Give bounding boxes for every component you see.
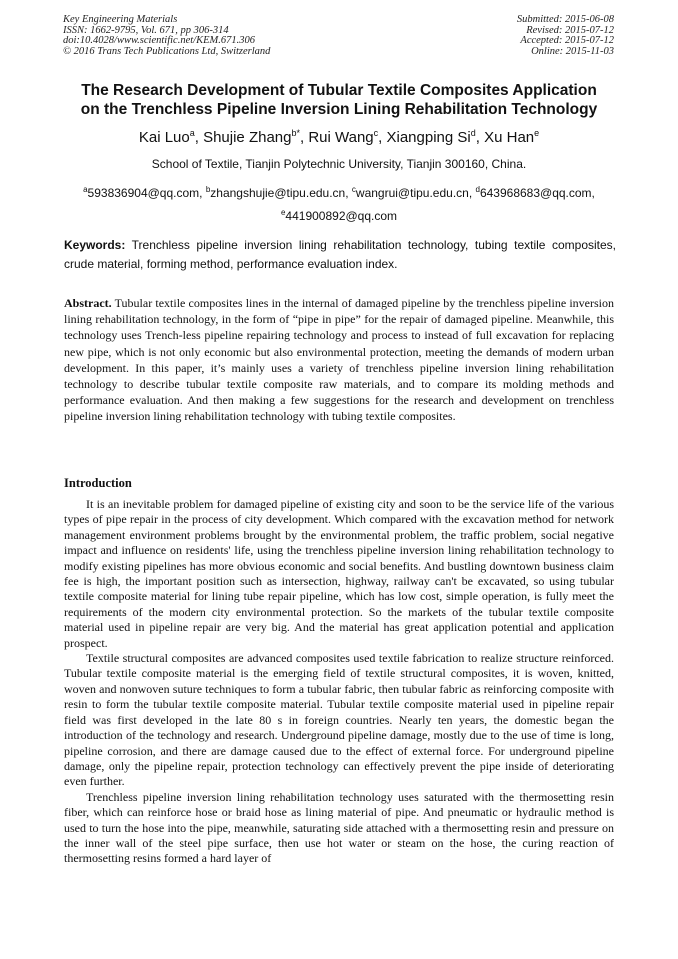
author-superscript: e [534, 128, 540, 138]
keywords-text: Trenchless pipeline inversion lining rehabilitation technology, tubing textile composites, crude material, forming method, performance evaluation index. [64, 238, 616, 271]
journal-issn: ISSN: 1662-9795, Vol. 671, pp 306-314 [63, 24, 229, 36]
email-marker-a: a [83, 185, 88, 194]
author-list [30, 128, 648, 146]
author-separator: , [475, 129, 485, 146]
email-line-1 [30, 180, 648, 203]
affiliation: School of Textile, Tianjin Polytechnic University, Tianjin 300160, China. [151, 157, 527, 171]
section-heading-introduction: Introduction [64, 476, 132, 490]
journal-info [63, 15, 270, 57]
email-marker-c: c [351, 185, 356, 194]
abstract-text: Tubular textile composites lines in the internal of damaged pipeline by the trenchless pipeline inversion lining rehabilitation technology, in the form of “pipe in pipe” for the repair of damaged pipeline. Meanwhile, this technology uses Trench-less pipeline repairing technology and process to instead of full excavation for replacing new pipe, which is not only economic but also environmental protection, meeting the demands of modern urban development. In this paper, it’s mainly uses a variety of trenchless pipeline inversion lining rehabilitation technology to describe tubular textile composite raw materials, and to compare its molding methods and performance evaluation. And then making a few suggestions for the research and development on trenchless pipeline inversion lining rehabilitation technology with tubing textile composites. [64, 296, 614, 424]
journal-doi: doi:10.4028/www.scientific.net/KEM.671.306 [63, 35, 255, 47]
author-name: Xiangping Si [386, 129, 471, 146]
email-c: wangrui@tipu.edu.cn, [355, 186, 473, 200]
email-b: zhangshujie@tipu.edu.cn, [210, 186, 349, 200]
email-a: 593836904@qq.com, [87, 186, 203, 200]
email-marker-b: b [205, 185, 211, 194]
email-d: 643968683@qq.com, [479, 186, 595, 200]
author-name: Shujie Zhang [203, 129, 292, 146]
journal-copyright: © 2016 Trans Tech Publications Ltd, Switzerland [63, 45, 271, 57]
author-name: Rui Wang [308, 129, 374, 146]
keywords [64, 236, 616, 273]
author-emails [30, 180, 648, 226]
date-online: Online: 2015-11-03 [531, 45, 614, 57]
author-superscript: b* [291, 128, 300, 138]
author-separator: , [300, 129, 309, 146]
date-accepted: Accepted: 2015-07-12 [520, 35, 614, 47]
author-superscript: d [470, 128, 476, 138]
date-submitted: Submitted: 2015-06-08 [516, 14, 614, 25]
introduction-body [64, 497, 614, 867]
paper-title-line-1: The Research Development of Tubular Textile Composites Application [81, 82, 597, 99]
paper-title-line-2: on the Trenchless Pipeline Inversion Lining Rehabilitation Technology [80, 101, 598, 118]
email-line-2 [30, 203, 648, 226]
email-e: 441900892@qq.com [285, 209, 398, 223]
paragraph: It is an inevitable problem for damaged pipeline of existing city and soon to be the service life of the various types of pipe repair in the process of city development. Which compared with the excavation method for network management environment problems brought by the environmental problem, the traffic problem, social negative impact and influence on residents' life, using the trenchless pipeline inversion lining rehabilitation technology to modify existing pipelines has more obvious economic and social benefits. And bustling downtown business claim fee is high, the important position such as intersection, highway, railway can't be excavated, so using tubular textile composite material for lining tube repair pipeline, which has low cost, simple operation, is fully meet the requirements of the modern city environmental protection. So the markets of the tubular textile composite material used in pipeline repair are very big. And the material has great application potential and application prospect. [64, 497, 614, 650]
email-marker-d: d [475, 185, 480, 194]
author-separator: , [194, 129, 204, 146]
abstract [64, 295, 614, 425]
paper-title [40, 81, 638, 119]
paragraph: Trenchless pipeline inversion lining rehabilitation technology uses saturated with the thermosetting resin fiber, which can reinforce hose or braid hose as lining material of pipe. And pneumatic or hydraulic method is used to turn the hose into the pipe, meanwhile, saturating side attached with a thermosetting resin and pressure on the inner wall of the steel pipe surface, then use hot water or steam on the hose, the curing reaction of thermosetting resins formed a hard layer of [64, 789, 614, 866]
journal-name: Key Engineering Materials [63, 14, 178, 25]
date-revised: Revised: 2015-07-12 [526, 24, 614, 36]
paragraph: Textile structural composites are advanced composites used textile fabrication to realize structure reinforced. Tubular textile composite material is the emerging field of textile structural composites, it is woven, knitted, woven and nonwoven suture techniques to form a tubular fabric, then tubular fabric as reinforcing composite with resin to form the tubular textile composite material. Tubular textile composite material used in pipeline repair field was first developed in the late 80 s in foreign countries. Nearly ten years, the domestic began the introduction of the technology and research. Underground pipeline damage, mostly due to the use of time is long, pipeline corrosion, and there are damage caused due to the effect of external force. For underground pipeline damage, only the pipeline repair, protection technology can effectively prevent the pipe inside of deteriorating even further. [64, 651, 614, 789]
publication-dates [517, 15, 614, 57]
author-superscript: a [189, 128, 195, 138]
author-separator: , [378, 129, 387, 146]
author-name: Xu Han [484, 129, 535, 146]
email-marker-e: e [280, 208, 286, 217]
abstract-label: Abstract. [64, 296, 112, 310]
keywords-label: Keywords: [64, 238, 126, 252]
author-superscript: c [373, 128, 379, 138]
author-name: Kai Luo [138, 129, 190, 146]
